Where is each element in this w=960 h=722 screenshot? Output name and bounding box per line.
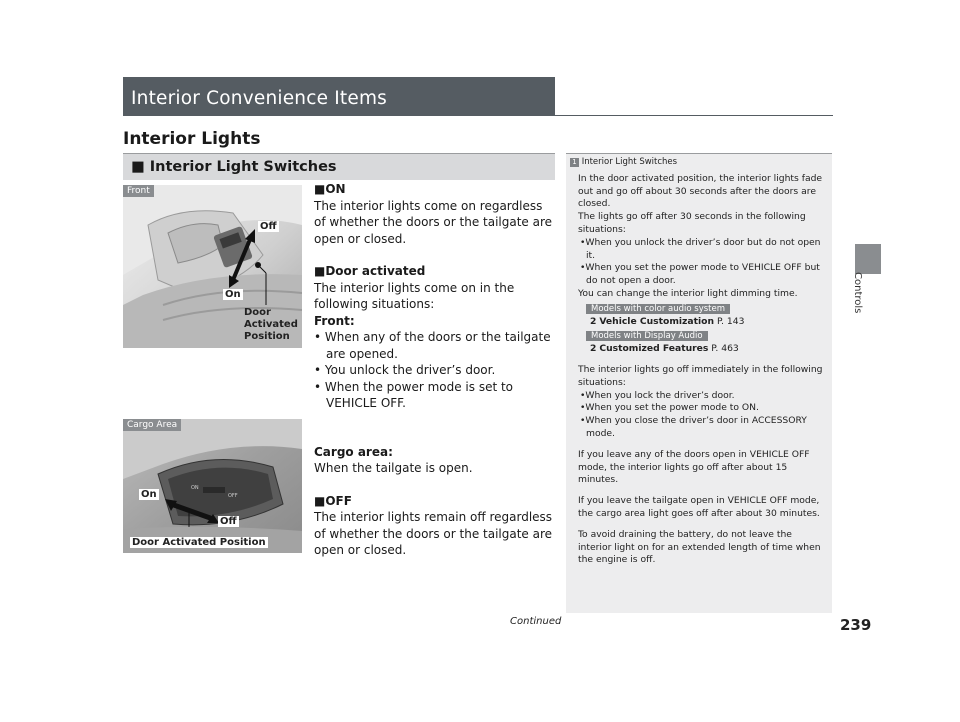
side-note-rule bbox=[566, 153, 832, 154]
reference-page: P. 463 bbox=[711, 343, 739, 355]
door-label-line2: Activated bbox=[244, 319, 298, 330]
model-badge-color-audio: Models with color audio system bbox=[586, 304, 730, 314]
door-label-line3: Position bbox=[244, 331, 290, 342]
page-number: 239 bbox=[840, 616, 872, 634]
reference-title: Customized Features bbox=[599, 343, 709, 355]
door-activated-description: The interior lights come on in the following situations: bbox=[314, 280, 515, 311]
side-paragraph: To avoid draining the battery, do not leave the interior light on for an extended length of time when the engine is off. bbox=[578, 528, 821, 566]
side-paragraph: The lights go off after 30 seconds in the following situations: bbox=[578, 211, 806, 235]
front-figure-tab: Front bbox=[123, 185, 154, 197]
reference-arrow-icon: 2 bbox=[590, 343, 597, 355]
model-badge-display-audio: Models with Display Audio bbox=[586, 331, 708, 341]
reference-arrow-icon: 2 bbox=[590, 315, 597, 327]
side-note-heading-text: Interior Light Switches bbox=[581, 157, 678, 167]
off-description: The interior lights remain off regardless of whether the doors or the tailgate are open or closed. bbox=[314, 510, 553, 557]
cargo-figure-tab: Cargo Area bbox=[123, 419, 181, 431]
chapter-tab-label: Controls bbox=[852, 272, 863, 314]
on-heading: ■ON bbox=[314, 182, 346, 196]
side-paragraph: The interior lights go off immediately in the following situations: bbox=[578, 363, 823, 388]
cargo-door-activated-label: Door Activated Position bbox=[132, 537, 266, 548]
cargo-on-label: On bbox=[141, 489, 157, 500]
svg-text:ON: ON bbox=[191, 485, 199, 491]
door-activated-heading: ■Door activated bbox=[314, 264, 426, 278]
reference-title: Vehicle Customization bbox=[599, 315, 715, 327]
subsection-title-text: Interior Light Switches bbox=[149, 159, 337, 175]
front-off-label: Off bbox=[260, 221, 277, 232]
side-paragraph: In the door activated position, the interior lights fade out and go off about 30 seconds after the doors are closed. bbox=[578, 172, 823, 210]
front-bullet: • You unlock the driver’s door. bbox=[314, 363, 496, 377]
cross-reference-link[interactable] bbox=[578, 316, 826, 329]
note-marker-icon: 1 bbox=[570, 158, 579, 167]
subsection-title bbox=[131, 159, 337, 175]
off-heading: ■OFF bbox=[314, 493, 352, 508]
front-bullet: • When any of the doors or the tailgate are opened. bbox=[314, 330, 551, 361]
side-paragraph: If you leave the tailgate open in VEHICLE OFF mode, the cargo area light goes off after about 30 minutes. bbox=[578, 495, 820, 519]
cargo-light-figure bbox=[123, 419, 302, 553]
side-note-heading bbox=[570, 156, 826, 169]
svg-text:OFF: OFF bbox=[228, 493, 238, 499]
front-door-activated-label bbox=[244, 307, 298, 343]
side-bullet: •When you lock the driver’s door. bbox=[580, 389, 735, 401]
door-label-line1: Door bbox=[244, 307, 271, 318]
side-paragraph: If you leave any of the doors open in VEHICLE OFF mode, the interior lights go off after about 15 minutes. bbox=[578, 448, 810, 486]
continued-label: Continued bbox=[510, 616, 562, 627]
square-bullet-icon: ■ bbox=[131, 159, 145, 175]
side-bullet: •When you set the power mode to VEHICLE OFF but do not open a door. bbox=[580, 262, 820, 287]
side-bullet: •When you set the power mode to ON. bbox=[580, 402, 759, 414]
side-bullet: •When you close the driver’s door in ACCESSORY mode. bbox=[580, 415, 807, 439]
cargo-light-illustration bbox=[123, 419, 302, 553]
front-bullet: • When the power mode is set to VEHICLE OFF. bbox=[314, 379, 514, 410]
side-note-content bbox=[570, 156, 826, 567]
chapter-header-title: Interior Convenience Items bbox=[131, 88, 388, 109]
front-on-label: On bbox=[225, 289, 241, 300]
cargo-label: Cargo area: bbox=[314, 444, 393, 459]
reference-page: P. 143 bbox=[716, 315, 745, 327]
section-title: Interior Lights bbox=[123, 129, 261, 149]
side-paragraph: You can change the interior light dimming time. bbox=[578, 287, 798, 299]
cargo-off-label: Off bbox=[220, 516, 237, 527]
cross-reference-link[interactable] bbox=[578, 343, 826, 356]
header-rule bbox=[123, 115, 833, 116]
on-description: The interior lights come on regardless of whether the doors or the tailgate are open or closed. bbox=[314, 198, 553, 246]
side-bullet: •When you unlock the driver’s door but do not open it. bbox=[580, 236, 821, 261]
front-label: Front: bbox=[314, 313, 355, 328]
cargo-description: When the tailgate is open. bbox=[314, 461, 473, 475]
main-text-column bbox=[314, 181, 554, 559]
chapter-tab-marker bbox=[855, 244, 881, 274]
